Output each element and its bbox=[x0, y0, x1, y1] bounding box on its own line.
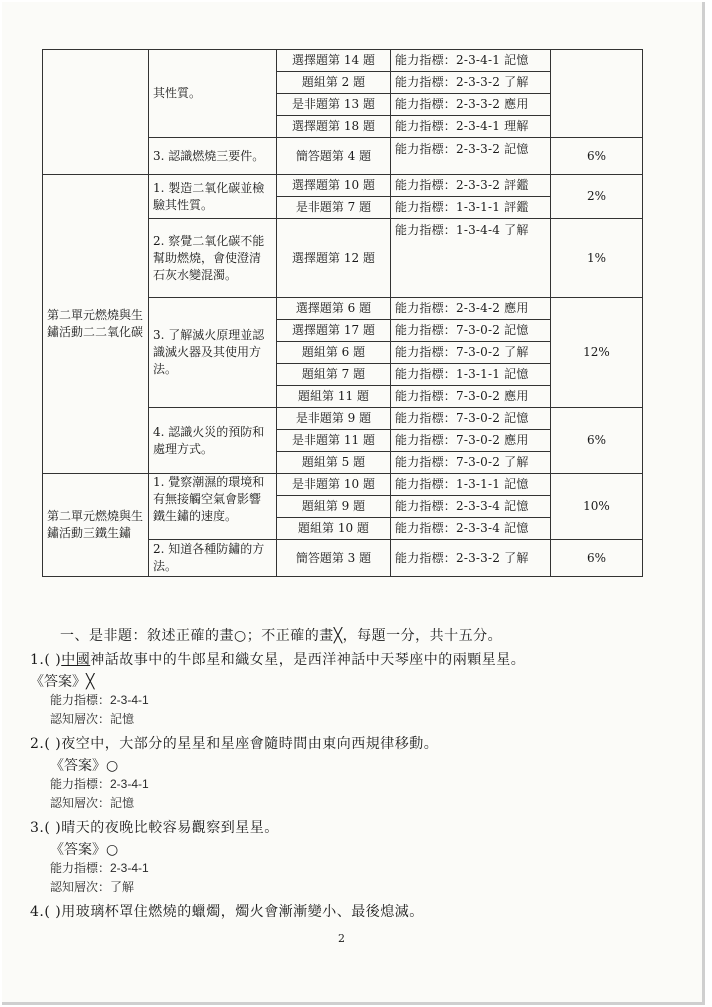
item-cell: 題組第 2 題 bbox=[277, 72, 391, 94]
table-row bbox=[43, 474, 643, 496]
table-row bbox=[43, 175, 643, 197]
answer-label: 《答案》╳ bbox=[30, 674, 95, 690]
item-cell: 是非題第 9 題 bbox=[277, 408, 391, 430]
item-cell: 選擇題第 18 題 bbox=[277, 116, 391, 138]
cognitive-level: 認知層次：記憶 bbox=[50, 796, 135, 810]
percent-cell bbox=[551, 50, 643, 138]
item-cell: 是非題第 11 題 bbox=[277, 430, 391, 452]
question-number: 2. bbox=[30, 736, 45, 752]
objective-cell: 1. 製造二氧化碳並檢驗其性質。 bbox=[149, 175, 277, 219]
question-item bbox=[30, 649, 680, 669]
document-page bbox=[2, 2, 705, 1005]
indicator-cell: 能力指標：2-3-4-1 理解 bbox=[391, 116, 551, 138]
percent-cell: 6% bbox=[551, 540, 643, 577]
indicator-cell: 能力指標：7-3-0-2 應用 bbox=[391, 430, 551, 452]
indicator-cell: 能力指標：7-3-0-2 應用 bbox=[391, 386, 551, 408]
indicator-cell: 能力指標：7-3-0-2 記憶 bbox=[391, 320, 551, 342]
indicator-cell: 能力指標：2-3-3-4 記憶 bbox=[391, 496, 551, 518]
item-cell: 選擇題第 6 題 bbox=[277, 298, 391, 320]
item-cell: 題組第 6 題 bbox=[277, 342, 391, 364]
item-cell: 簡答題第 4 題 bbox=[277, 138, 391, 175]
objective-cell: 3. 了解滅火原理並認識滅火器及其使用方法。 bbox=[149, 298, 277, 408]
item-cell: 選擇題第 14 題 bbox=[277, 50, 391, 72]
indicator-cell: 能力指標：2-3-3-4 記憶 bbox=[391, 518, 551, 540]
indicator-cell: 能力指標：1-3-1-1 評鑑 bbox=[391, 197, 551, 219]
question-number: 4. bbox=[30, 904, 45, 920]
item-cell: 是非題第 13 題 bbox=[277, 94, 391, 116]
question-text: 神話故事中的牛郎星和織女星，是西洋神話中天琴座中的兩顆星星。 bbox=[90, 652, 526, 668]
objective-cell: 3. 認識燃燒三要件。 bbox=[149, 138, 277, 175]
answer-paren: ( ) bbox=[44, 652, 62, 668]
indicator-cell: 能力指標：2-3-3-2 了解 bbox=[391, 540, 551, 577]
item-cell: 是非題第 7 題 bbox=[277, 197, 391, 219]
indicator-cell: 能力指標：1-3-1-1 記憶 bbox=[391, 474, 551, 496]
objective-cell: 其性質。 bbox=[149, 50, 277, 138]
answer-paren: ( ) bbox=[44, 904, 62, 920]
objective-cell: 2. 察覺二氧化碳不能幫助燃燒，會使澄清石灰水變混濁。 bbox=[149, 219, 277, 298]
indicator-cell: 能力指標：7-3-0-2 記憶 bbox=[391, 408, 551, 430]
cognitive-level: 認知層次：了解 bbox=[50, 880, 135, 894]
question-text-underlined: 中國 bbox=[61, 652, 91, 668]
item-cell: 選擇題第 17 題 bbox=[277, 320, 391, 342]
cognitive-level: 認知層次：記憶 bbox=[50, 712, 135, 726]
percent-cell: 6% bbox=[551, 138, 643, 175]
table-row bbox=[43, 50, 643, 72]
true-false-section bbox=[30, 625, 680, 921]
objective-cell: 1. 覺察潮濕的環境和有無接觸空氣會影響鐵生鏽的速度。 bbox=[149, 474, 277, 540]
indicator-cell: 能力指標：2-3-4-1 記憶 bbox=[391, 50, 551, 72]
objective-cell: 4. 認識火災的預防和處理方式。 bbox=[149, 408, 277, 474]
percent-cell: 6% bbox=[551, 408, 643, 474]
answer-paren: ( ) bbox=[44, 736, 62, 752]
indicator-cell: 能力指標：2-3-3-2 評鑑 bbox=[391, 175, 551, 197]
ability-indicator: 能力指標：2-3-4-1 bbox=[50, 861, 149, 875]
indicator-cell: 能力指標：7-3-0-2 了解 bbox=[391, 452, 551, 474]
section-heading: 一、是非題：敘述正確的畫○；不正確的畫╳，每題一分，共十五分。 bbox=[60, 628, 503, 644]
question-item bbox=[30, 901, 680, 921]
answer-label: 《答案》○ bbox=[50, 842, 119, 858]
question-number: 3. bbox=[30, 820, 45, 836]
question-text: 晴天的夜晚比較容易觀察到星星。 bbox=[61, 820, 279, 836]
item-cell: 題組第 10 題 bbox=[277, 518, 391, 540]
percent-cell: 12% bbox=[551, 298, 643, 408]
ability-indicator: 能力指標：2-3-4-1 bbox=[50, 693, 149, 707]
question-item bbox=[30, 733, 680, 753]
item-cell: 題組第 11 題 bbox=[277, 386, 391, 408]
unit-cell: 第二單元燃燒與生鏽活動二二氧化碳 bbox=[43, 175, 149, 474]
page-number: 2 bbox=[338, 932, 345, 945]
indicator-cell: 能力指標：2-3-3-2 了解 bbox=[391, 72, 551, 94]
objective-cell: 2. 知道各種防鏽的方法。 bbox=[149, 540, 277, 577]
ability-indicator: 能力指標：2-3-4-1 bbox=[50, 777, 149, 791]
item-cell: 是非題第 10 題 bbox=[277, 474, 391, 496]
spec-table bbox=[42, 49, 643, 577]
question-text: 夜空中，大部分的星星和星座會隨時間由東向西規律移動。 bbox=[61, 736, 439, 752]
percent-cell: 2% bbox=[551, 175, 643, 219]
indicator-cell: 能力指標：2-3-3-2 記憶 bbox=[391, 138, 551, 175]
answer-paren: ( ) bbox=[44, 820, 62, 836]
item-cell: 選擇題第 10 題 bbox=[277, 175, 391, 197]
item-cell: 選擇題第 12 題 bbox=[277, 219, 391, 298]
percent-cell: 10% bbox=[551, 474, 643, 540]
item-cell: 題組第 7 題 bbox=[277, 364, 391, 386]
answer-label: 《答案》○ bbox=[50, 758, 119, 774]
question-number: 1. bbox=[30, 652, 45, 668]
unit-cell: 第二單元燃燒與生鏽活動三鐵生鏽 bbox=[43, 474, 149, 577]
question-item bbox=[30, 817, 680, 837]
indicator-cell: 能力指標：7-3-0-2 了解 bbox=[391, 342, 551, 364]
unit-cell bbox=[43, 50, 149, 175]
indicator-cell: 能力指標：2-3-4-2 應用 bbox=[391, 298, 551, 320]
item-cell: 題組第 5 題 bbox=[277, 452, 391, 474]
question-text: 用玻璃杯罩住燃燒的蠟燭，燭火會漸漸變小、最後熄滅。 bbox=[61, 904, 424, 920]
indicator-cell: 能力指標：2-3-3-2 應用 bbox=[391, 94, 551, 116]
indicator-cell: 能力指標：1-3-1-1 記憶 bbox=[391, 364, 551, 386]
item-cell: 簡答題第 3 題 bbox=[277, 540, 391, 577]
indicator-cell: 能力指標：1-3-4-4 了解 bbox=[391, 219, 551, 298]
item-cell: 題組第 9 題 bbox=[277, 496, 391, 518]
percent-cell: 1% bbox=[551, 219, 643, 298]
